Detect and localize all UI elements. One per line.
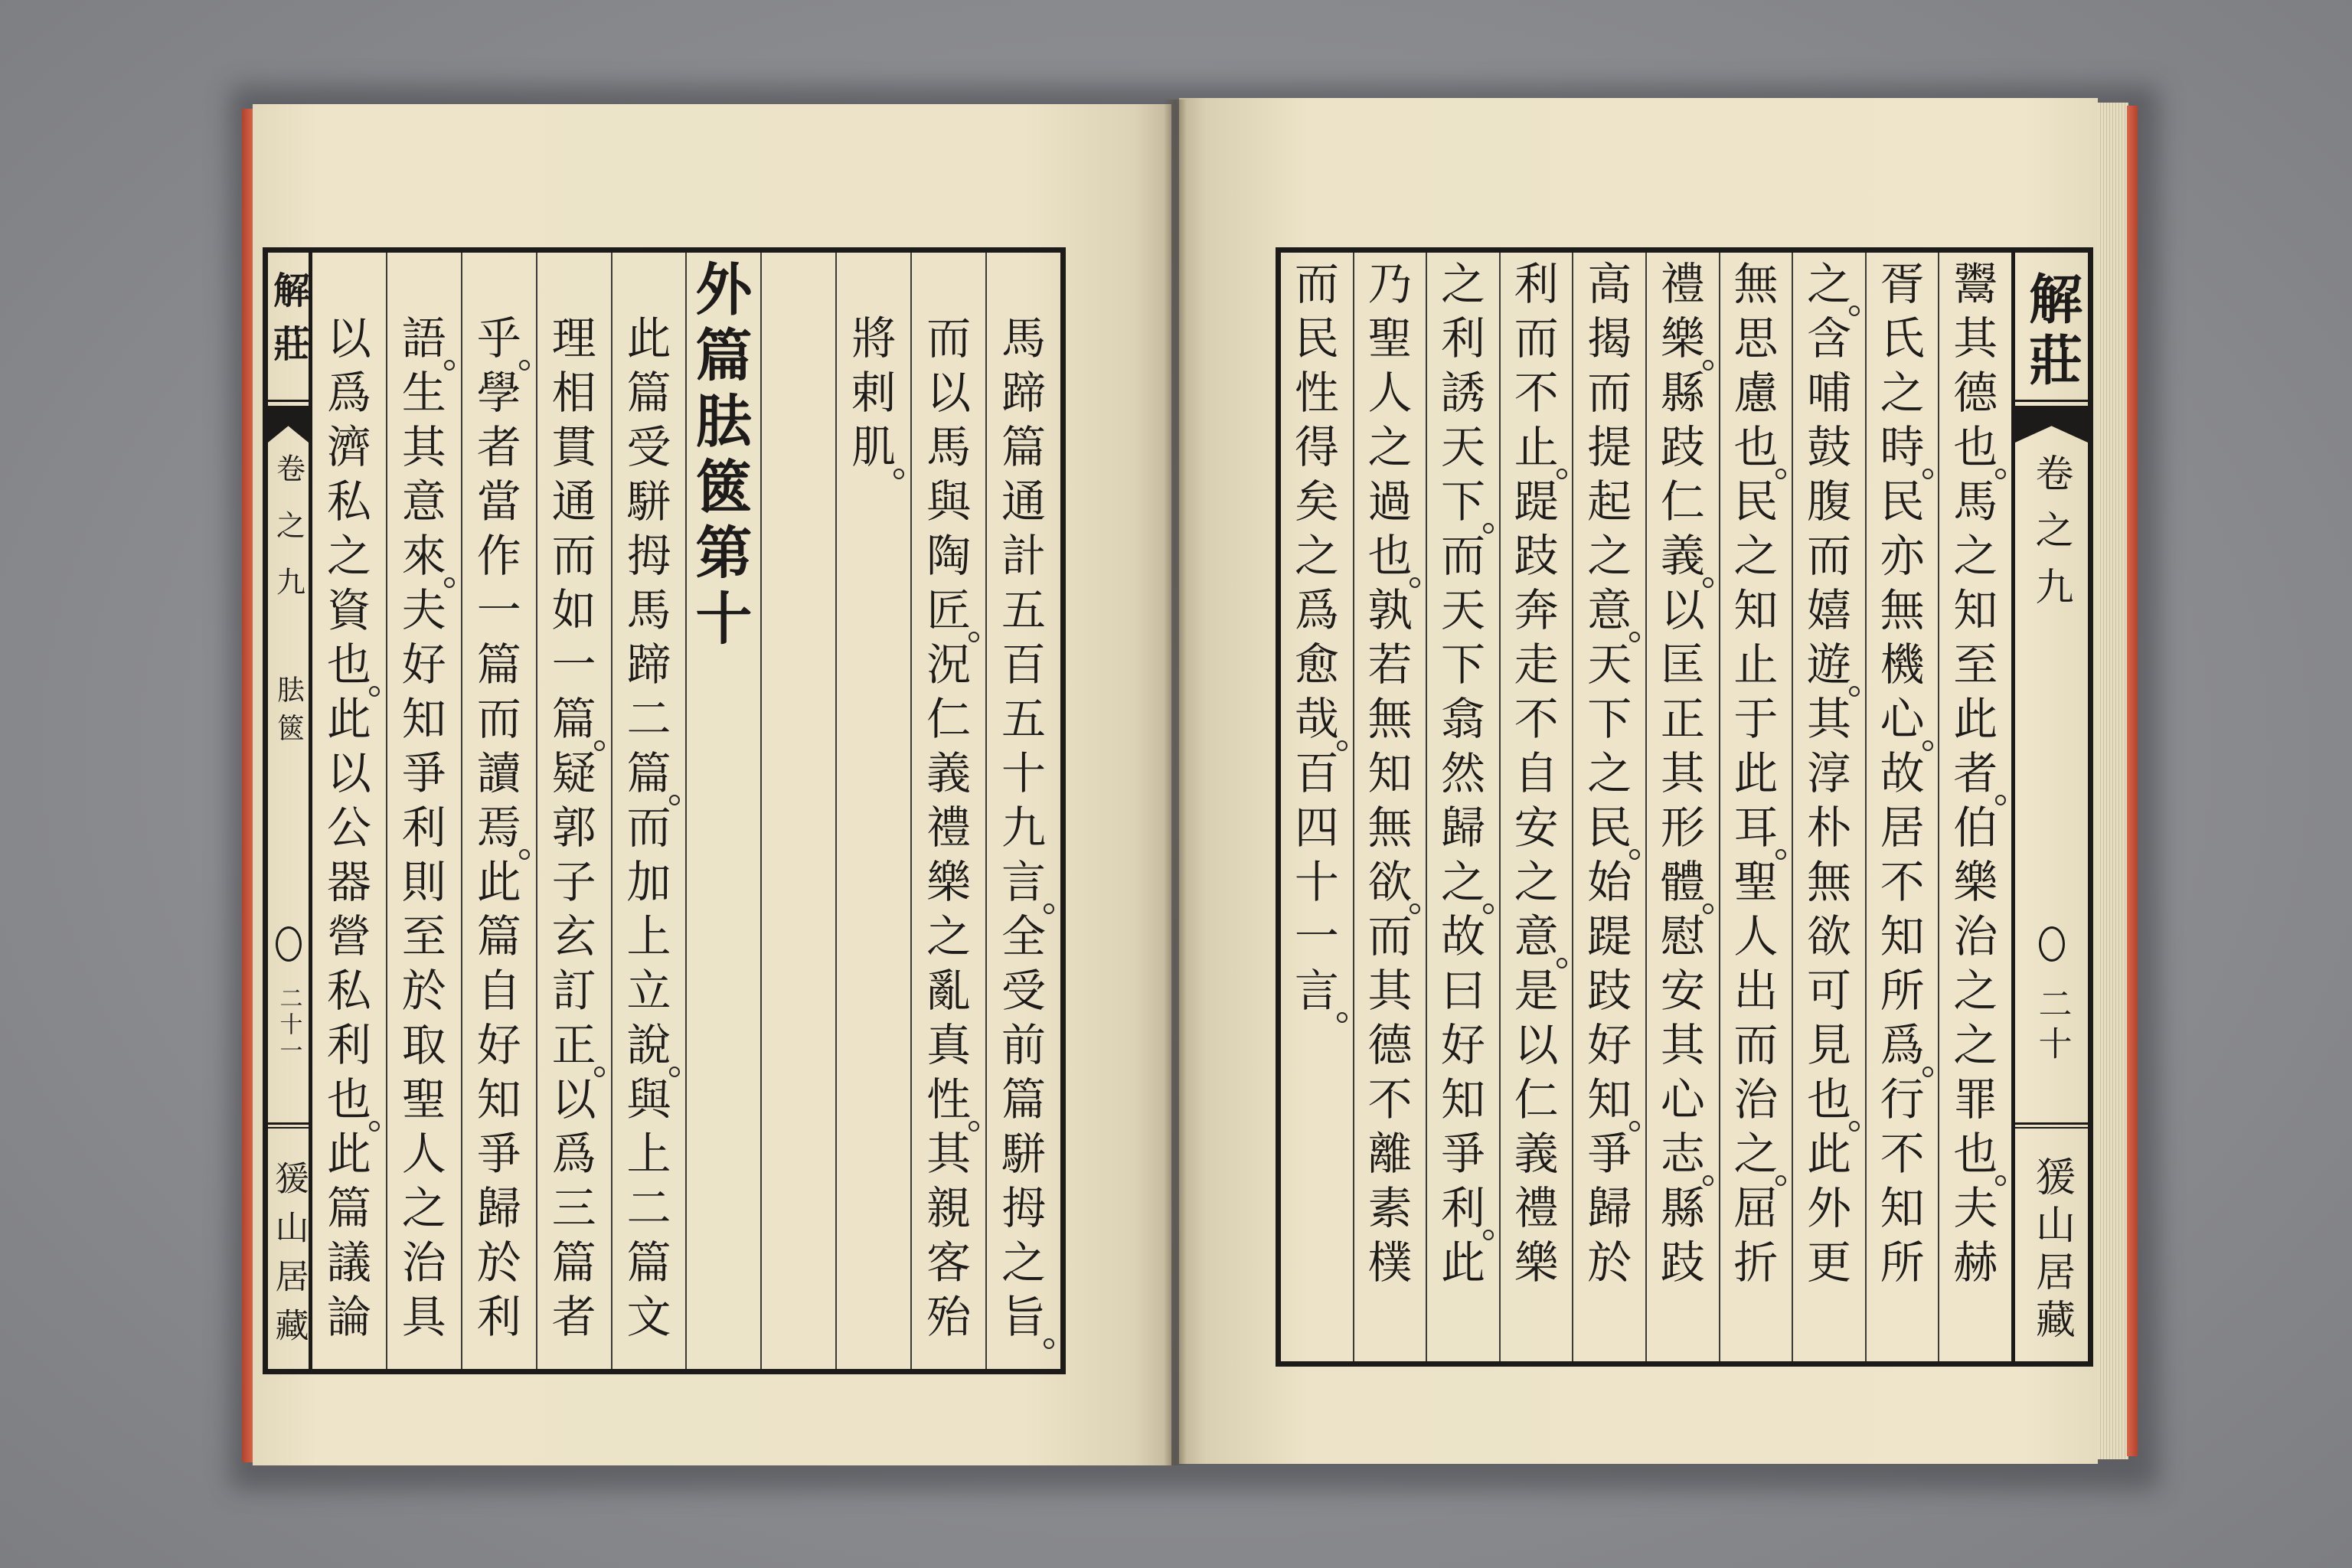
- right-text-columns: [1281, 253, 2011, 1361]
- text-column: 無 思 慮 也 民 之 知 止 于 此 耳 聖 人 出 而 治 之 屈 折: [1719, 253, 1792, 1361]
- chapter-heading: 外 篇 胠 篋 第 十: [685, 253, 760, 1369]
- text-column: 高 揭 而 提 起 之 意 天 下 之 民 始 踶 跂 好 知 爭 歸 於: [1572, 253, 1645, 1361]
- left-text-columns: [312, 253, 1060, 1369]
- blank-column: [760, 253, 835, 1369]
- volume-label: 卷之九: [271, 453, 305, 623]
- right-page-edge: [2127, 106, 2138, 1456]
- fold-margin-left: [268, 253, 312, 1369]
- chapter-label: 胠篋: [273, 675, 305, 752]
- right-page-frame: [1276, 247, 2093, 1367]
- fish-tail-mark: [268, 406, 309, 443]
- text-column: 乃 聖 人 之 過 也 孰 若 無 知 無 欲 而 其 德 不 離 素 樸: [1353, 253, 1426, 1361]
- publisher-mark: 猨山居藏: [269, 1161, 309, 1357]
- leaf-number: 二十: [2032, 986, 2072, 1066]
- text-column: 此 篇 受 駢 拇 馬 蹄 二 篇 而 加 上 立 說 與 上 二 篇 文: [611, 253, 686, 1369]
- page-stack: [2098, 103, 2128, 1459]
- leaf-number: 二十一: [275, 986, 302, 1064]
- text-column: 理 相 貫 通 而 如 一 篇 疑 郭 子 玄 訂 正 以 爲 三 篇 者: [536, 253, 611, 1369]
- text-column: 語 生 其 意 來 夫 好 知 爭 利 則 至 於 取 聖 人 之 治 具: [386, 253, 461, 1369]
- text-column: 利 而 不 止 踶 跂 奔 走 不 自 安 之 意 是 以 仁 義 禮 樂: [1499, 253, 1573, 1361]
- double-rule: [2015, 1122, 2088, 1129]
- fish-tail-line: [2015, 400, 2088, 402]
- book-title: 解莊: [2020, 271, 2084, 394]
- left-page-frame: [263, 247, 1066, 1374]
- fish-tail-line: [268, 400, 309, 402]
- double-rule: [268, 1122, 309, 1129]
- text-column: 而 民 性 得 矣 之 爲 愈 哉 百 四 十 一 言: [1281, 253, 1353, 1361]
- fold-margin-right: [2011, 253, 2088, 1361]
- fish-tail-mark: [2015, 406, 2088, 443]
- text-column: 而 以 馬 與 陶 匠 況 仁 義 禮 樂 之 亂 真 性 其 親 客 殆: [910, 253, 985, 1369]
- ring-mark: [276, 926, 302, 962]
- book-gutter: [1164, 100, 1187, 1465]
- text-column: 胥 氏 之 時 民 亦 無 機 心 故 居 不 知 所 爲 行 不 知 所: [1865, 253, 1939, 1361]
- volume-label: 卷之九: [2029, 453, 2074, 623]
- text-column: 以 爲 濟 私 之 資 也 此 以 公 器 營 私 利 也 此 篇 議 論: [312, 253, 386, 1369]
- text-column: 之 含 哺 鼓 腹 而 嬉 遊 其 淳 朴 無 欲 可 見 也 此 外 更: [1792, 253, 1865, 1361]
- text-column: 將 剌 肌: [835, 253, 910, 1369]
- text-column: 馬 蹄 篇 通 計 五 百 五 十 九 言 全 受 前 篇 駢 拇 之 旨: [985, 253, 1060, 1369]
- text-column: 禮 樂 縣 跂 仁 義 以 匡 正 其 形 體 慰 安 其 心 志 縣 跂: [1645, 253, 1719, 1361]
- text-column: 乎 學 者 當 作 一 篇 而 讀 焉 此 篇 自 好 知 爭 歸 於 利: [461, 253, 536, 1369]
- publisher-mark: 猨山居藏: [2028, 1156, 2075, 1346]
- book-title: 解莊: [266, 271, 310, 378]
- text-column: 之 利 誘 天 下 而 天 下 翕 然 歸 之 故 曰 好 知 爭 利 此: [1426, 253, 1499, 1361]
- text-column: 鬻 其 德 也 馬 之 知 至 此 者 伯 樂 治 之 之 罪 也 夫 赫: [1938, 253, 2011, 1361]
- ring-mark: [2039, 926, 2065, 962]
